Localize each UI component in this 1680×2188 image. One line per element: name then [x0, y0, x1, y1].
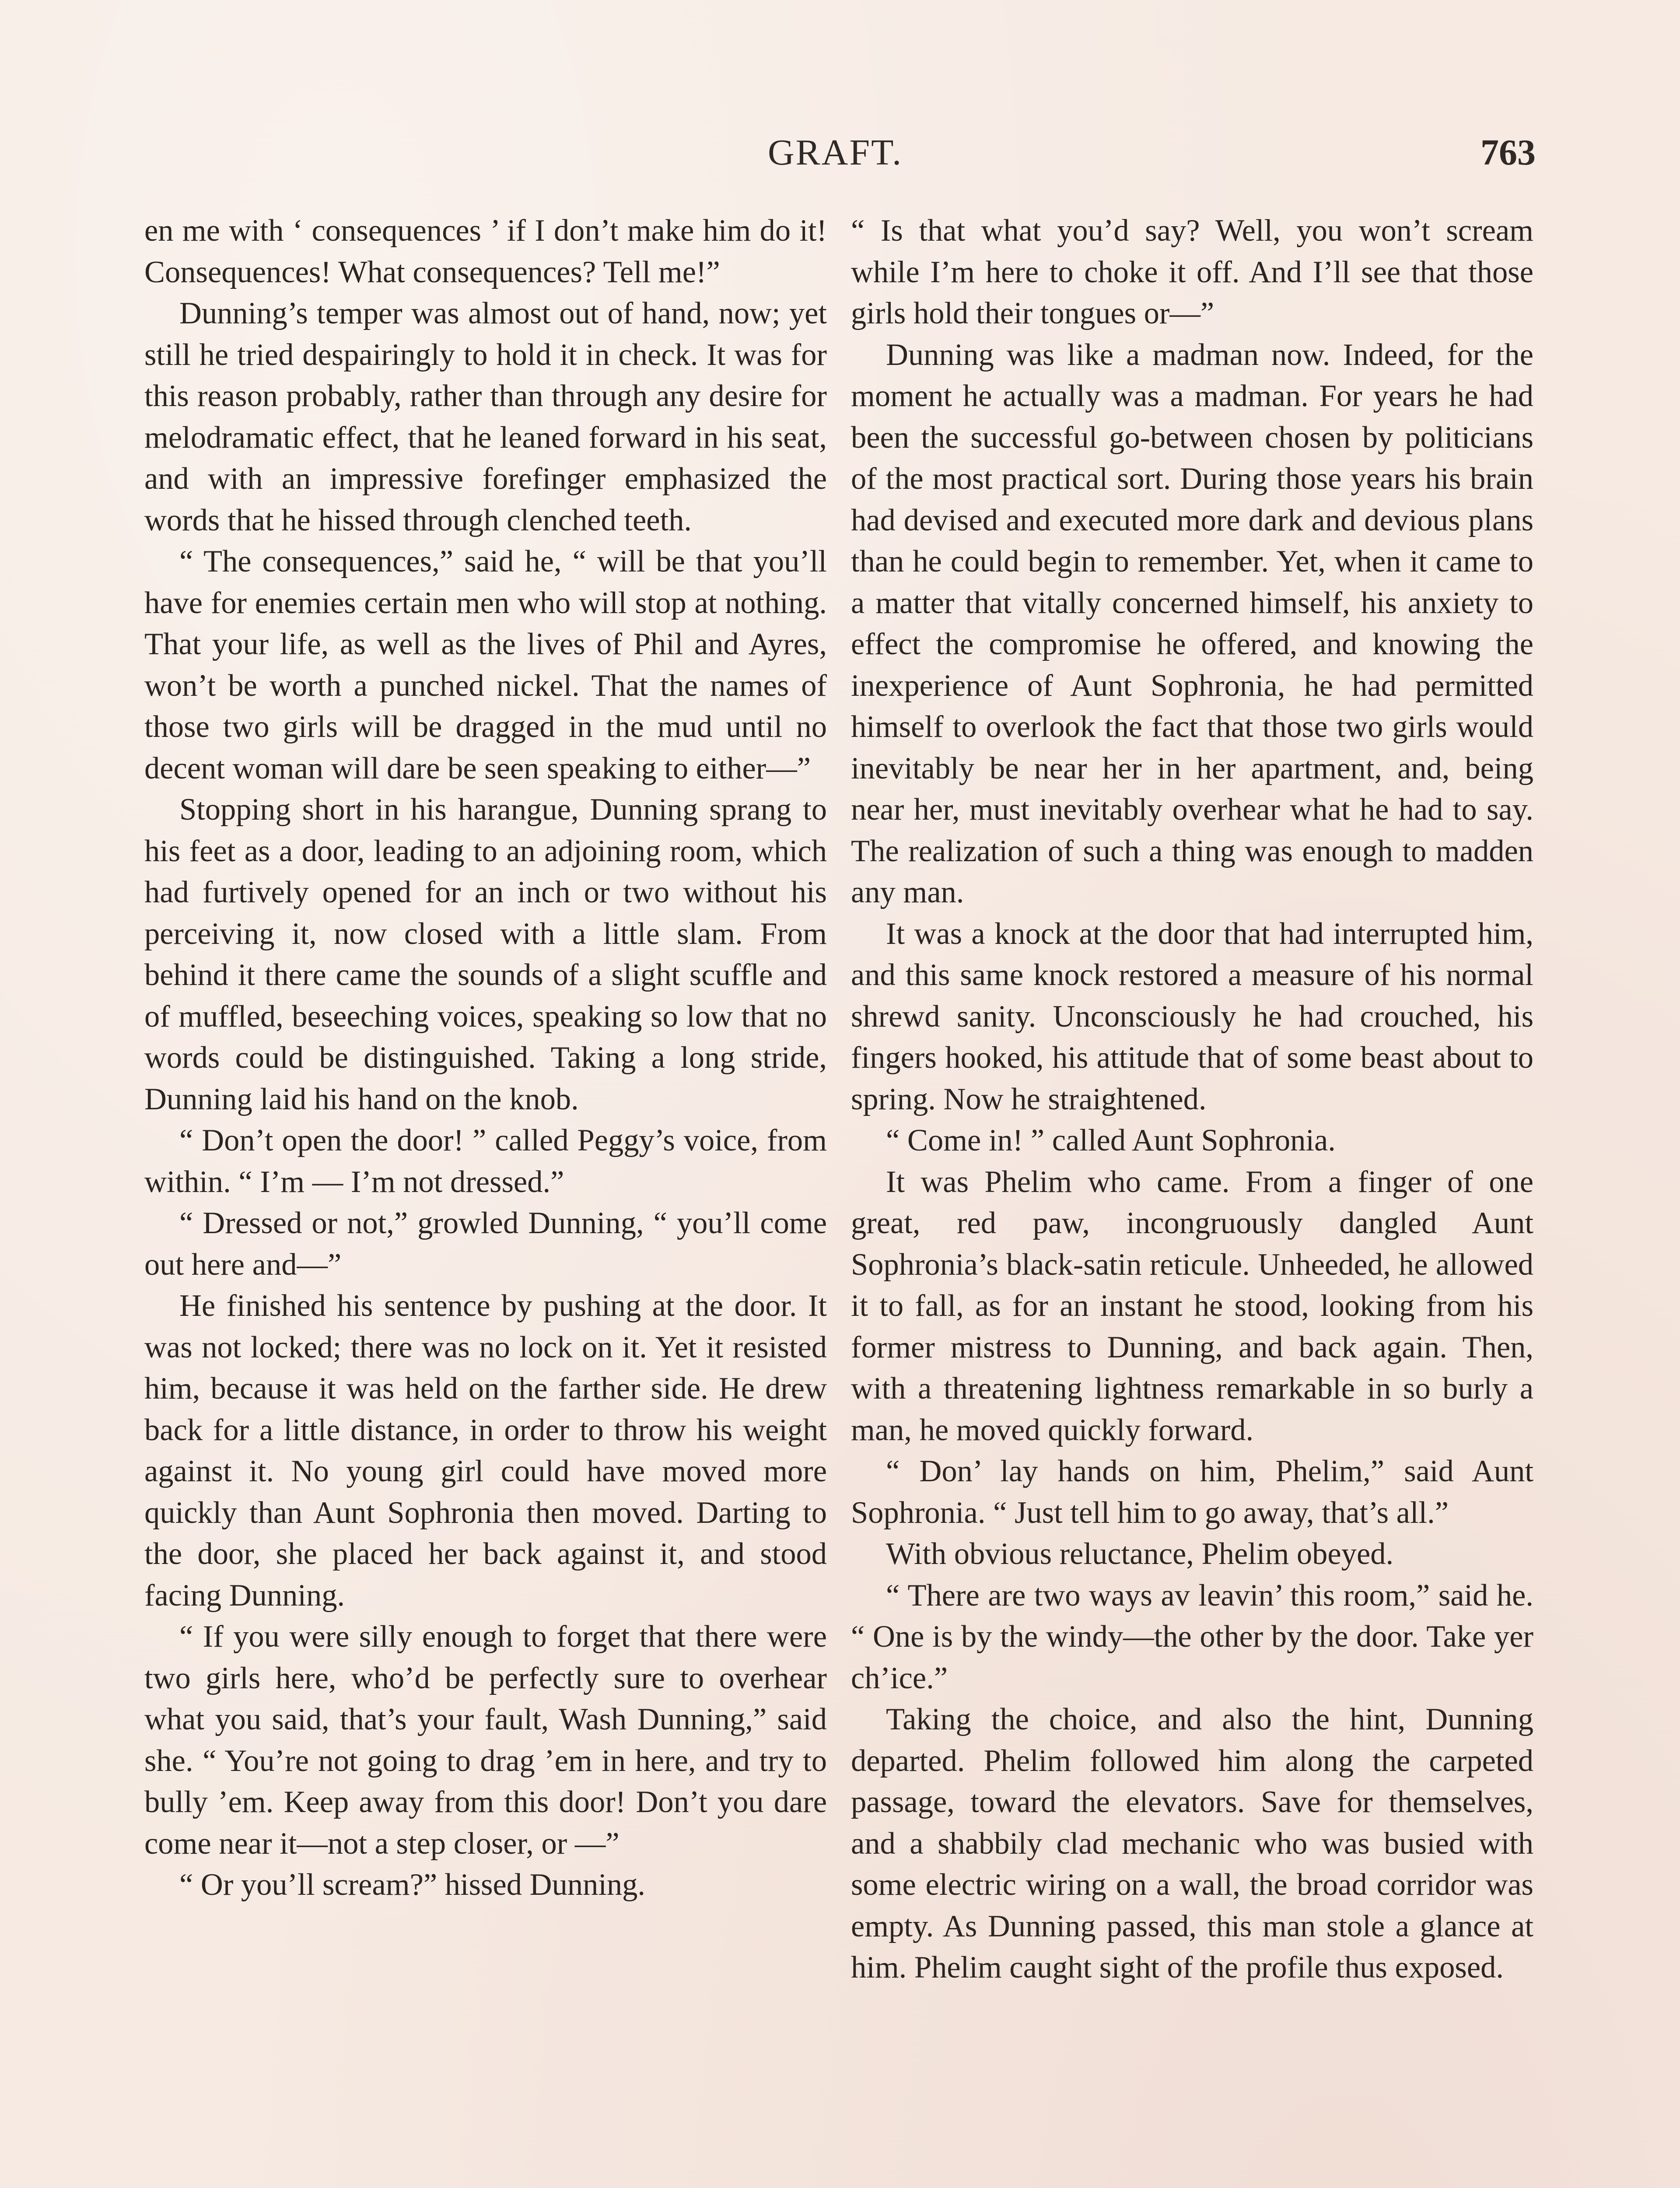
- paragraph: “ Dressed or not,” growled Dunning, “ you’ll come out here and—”: [144, 1206, 827, 1282]
- paragraph: en me with ‘ consequences ’ if I don’t make him do it! Consequences! What consequences? Tell me!”: [144, 214, 827, 289]
- running-title: GRAFT.: [768, 132, 903, 173]
- page-number: 763: [1480, 132, 1536, 173]
- paragraph: “ The consequences,” said he, “ will be that you’ll have for enemies certain men who will stop at nothing. That your life, as well as the lives of Phil and Ayres, won’t be worth a punched nickel. That the names of those two girls will be dragged in the mud until no decent woman will dare be seen speaking to either—”: [144, 544, 827, 785]
- paragraph: With obvious reluctance, Phelim obeyed.: [886, 1537, 1394, 1571]
- paragraph: “ Don’ lay hands on him, Phelim,” said Aunt Sophronia. “ Just tell him to go away, that’s all.”: [851, 1454, 1533, 1530]
- paragraph: “ Come in! ” called Aunt Sophronia.: [886, 1123, 1336, 1157]
- paragraph: Dunning’s temper was almost out of hand, now; yet still he tried despairingly to hold it in check. It was for this reason probably, rather than through any desire for melodramatic effect, that he leaned forward in his seat, and with an impressive forefinger emphasized the words that he hissed through clenched teeth.: [144, 296, 827, 537]
- paragraph: He finished his sentence by pushing at the door. It was not locked; there was no lock on it. Yet it resisted him, because it was held on the farther side. He drew back for a little distance, in order to throw his weight against it. No young girl could have moved more quickly than Aunt Sophronia then moved. Darting to the door, she placed her back against it, and stood facing Dunning.: [144, 1289, 827, 1613]
- paragraph: It was a knock at the door that had interrupted him, and this same knock restored a measure of his normal shrewd sanity. Unconsciously he had crouched, his fingers hooked, his attitude that of some beast about to spring. Now he straightened.: [851, 916, 1533, 1116]
- paragraph: Taking the choice, and also the hint, Dunning departed. Phelim followed him along the carpeted passage, toward the elevators. Save for themselves, and a shabbily clad mechanic who was busied with some electric wiring on a wall, the broad corridor was empty. As Dunning passed, this man stole a glance at him. Phelim caught sight of the profile thus exposed.: [851, 1702, 1533, 1985]
- paragraph: “ There are two ways av leavin’ this room,” said he. “ One is by the windy—the other by the door. Take yer ch’ice.”: [851, 1578, 1533, 1695]
- paragraph: “ Don’t open the door! ” called Peggy’s voice, from within. “ I’m — I’m not dressed.”: [144, 1123, 827, 1199]
- paragraph: “ If you were silly enough to forget that there were two girls here, who’d be perfectly sure to overhear what you said, that’s your fault, Wash Dunning,” said she. “ You’re not going to drag ’em in here, and try to bully ’em. Keep away from this door! Don’t you dare come near it—not a step closer, or —”: [144, 1620, 827, 1861]
- right-column: [851, 210, 1533, 1988]
- paragraph: “ Or you’ll scream?” hissed Dunning.: [179, 1868, 646, 1902]
- paragraph: Stopping short in his harangue, Dunning sprang to his feet as a door, leading to an adjoining room, which had furtively opened for an inch or two without his perceiving it, now closed with a little slam. From behind it there came the sounds of a slight scuffle and of muffled, beseeching voices, speaking so low that no words could be distinguished. Taking a long stride, Dunning laid his hand on the knob.: [144, 792, 827, 1116]
- paragraph: Dunning was like a madman now. Indeed, for the moment he actually was a madman. For years he had been the successful go-between chosen by politicians of the most practical sort. During those years his brain had devised and executed more dark and devious plans than he could begin to remember. Yet, when it came to a matter that vitally concerned himself, his anxiety to effect the compromise he offered, and knowing the inexperience of Aunt Sophronia, he had permitted himself to overlook the fact that those two girls would inevitably be near her in her apartment, and, being near her, must inevitably overhear what he had to say. The realization of such a thing was enough to madden any man.: [851, 337, 1533, 909]
- paragraph: “ Is that what you’d say? Well, you won’t scream while I’m here to choke it off. And I’ll see that those girls hold their tongues or—”: [851, 214, 1533, 330]
- left-column: [144, 210, 827, 1906]
- paragraph: It was Phelim who came. From a finger of one great, red paw, incongruously dangled Aunt Sophronia’s black-satin reticule. Unheeded, he allowed it to fall, as for an instant he stood, looking from his former mistress to Dunning, and back again. Then, with a threatening lightness remarkable in so burly a man, he moved quickly forward.: [851, 1164, 1533, 1447]
